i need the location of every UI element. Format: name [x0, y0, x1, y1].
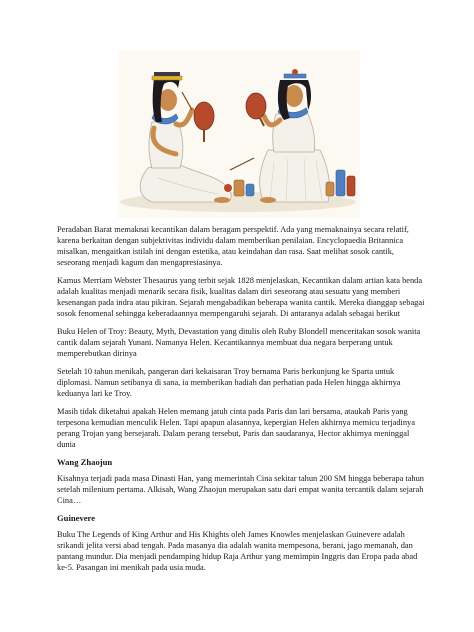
right-jars: [326, 170, 355, 196]
paragraph-trojan-war: Masih tidak diketahui apakah Helen memang jatuh cinta pada Paris dan lari bersama, ataukah Paris yang terpesona kemudian menculik Helen. Tapi apapun alasannya, kepergian Helen akhirnya memicu terjadinya perang Trojan yang bersejarah. Dalam perang tersebut, Paris dan saudaranya, Hector akhirnya meninggal dunia: [57, 406, 415, 449]
paragraph-merriam-webster: Kamus Merriam Webster Thesaurus yang terbit sejak 1828 menjelaskan, Kecantikan dalam artian kata benda adalah kualitas menjadi menarik secara fisik, kualitas dalam diri seseorang atau sesuatu yang memberi kesenangan pada indra atau pikiran. Sejarah mengabadikan beberapa wanita cantik. Mereka dianggap sebagai sosok fenomenal sehingga keberadaannya mempengaruhi sejarah. Di antaranya adalah sebagai berikut: [57, 275, 425, 319]
egyptian-illustration: [118, 50, 360, 218]
illustration-svg: [118, 50, 360, 218]
cosmetic-jars: [224, 158, 254, 196]
paragraph-guinevere: Buku The Legends of King Arthur and His Khights oleh James Knowles menjelaskan Guinevere adalah srikandi jelita versi abad tengah. Pada masanya dia adalah wanita mempesona, berani, jago memanah, dan pantang mundur. Dia menjadi pendamping hidup Raja Arthur yang memimpin Inggris dan Eropa pada abad ke-5. Pasangan ini menikah pada usia muda.: [57, 529, 418, 572]
heading-guinevere: Guinevere: [57, 512, 96, 523]
paragraph-intro: Peradaban Barat memaknai kecantikan dalam beragam perspektif. Ada yang memaknainya secara relatif, karena berkaitan dengan subjektivitas individu dalam memberikan penilaian. Encyclopaedia Britannica misalkan, mengaitkan istilah ini dengan estetika, atau keindahan dan rasa. Saat melihat sosok cantik, seseorang menjadi kagum dan mengapresiasinya.: [57, 225, 409, 268]
heading-wang-zhaojun: Wang Zhaojun: [57, 456, 113, 467]
paragraph-helen-paris: Setelah 10 tahun menikah, pangeran dari kekaisaran Troy bernama Paris berkunjung ke Sparta untuk diplomasi. Namun setibanya di sana, ia memberikan hadiah dan perhatian pada Helen hingga akhirnya keduanya lari ke Troy.: [57, 366, 401, 398]
paragraph-helen-book: Buku Helen of Troy: Beauty, Myth, Devastation yang ditulis oleh Ruby Blondell menceritakan sosok wanita cantik dalam sejarah Yunani. Namanya Helen. Kecantikannya membuat dua negara berperang untuk memperebutkan dirinya: [57, 326, 421, 359]
right-woman: [246, 69, 330, 203]
paragraph-wang-zhaojun: Kisahnya terjadi pada masa Dinasti Han, yang memerintah Cina sekitar tahun 200 SM hingga beberapa tahun setelah milenium pertama. Alkisah, Wang Zhaojun merupakan satu dari empat wanita tercantik dalam sejarah Cina…: [57, 473, 424, 505]
left-woman: [140, 72, 231, 203]
article-body: [57, 224, 427, 580]
